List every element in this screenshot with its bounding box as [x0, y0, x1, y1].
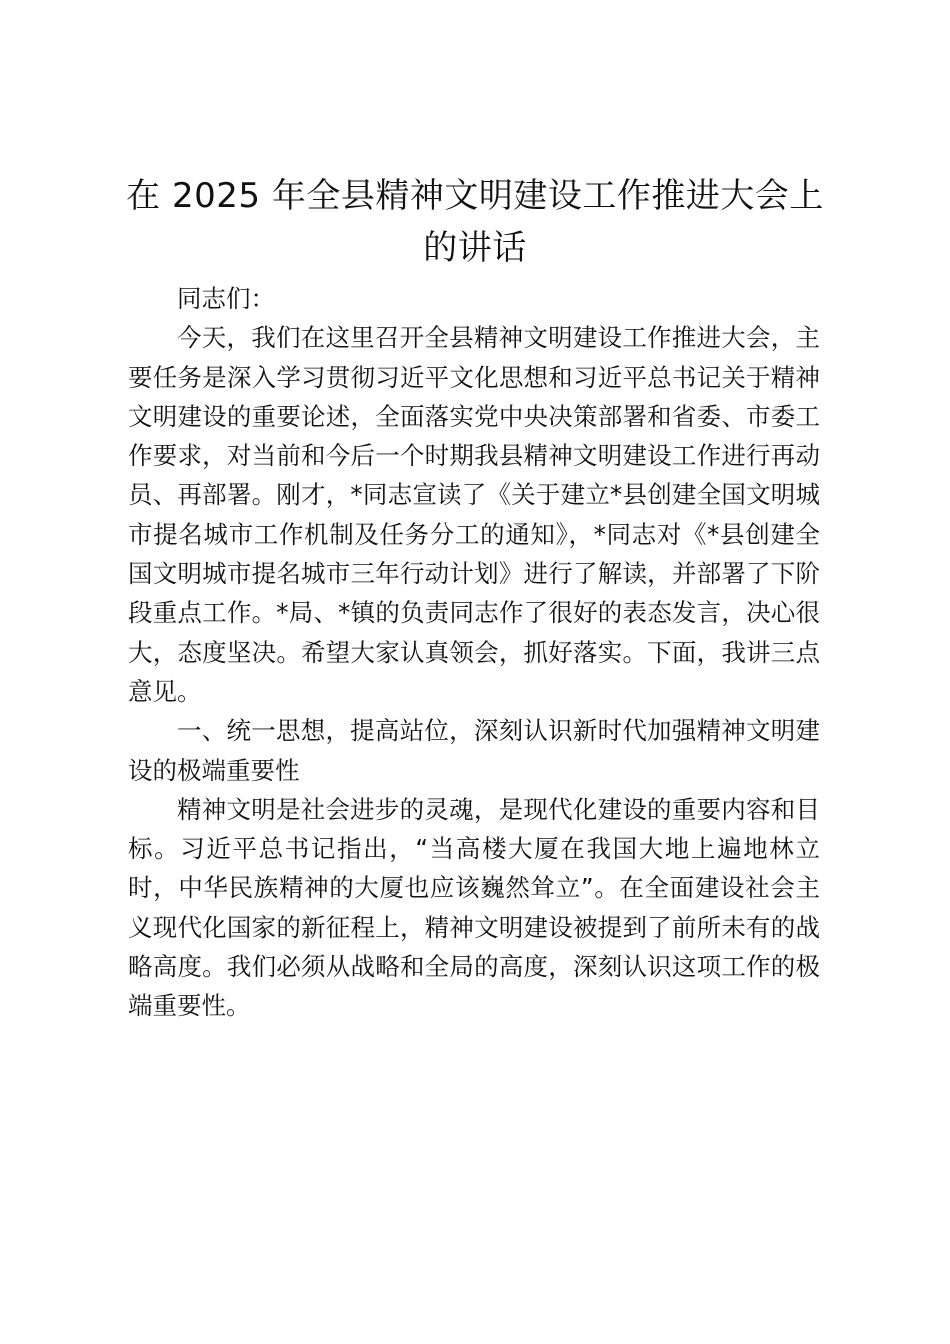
salutation: 同志们： — [177, 284, 275, 313]
section-1-paragraph: 精神文明是社会进步的灵魂，是现代化建设的重要内容和目标。习近平总书记指出，“当高楼大厦在我国大地上遍地林立时，中华民族精神的大厦也应该巍然耸立”。在全面建设社会主义现代化国家的新征程上，精神文明建设被提到了前所未有的战略高度。我们必须从战略和全局的高度，深刻认识这项工作的极端重要性。 — [128, 794, 820, 1021]
document-body — [128, 279, 820, 1026]
opening-paragraph: 今天，我们在这里召开全县精神文明建设工作推进大会，主要任务是深入学习贯彻习近平文化思想和习近平总书记关于精神文明建设的重要论述，全面落实党中央决策部署和省委、市委工作要求，对当前和今后一个时期我县精神文明建设工作进行再动员、再部署。刚才，*同志宣读了《关于建立*县创建全国文明城市提名城市工作机制及任务分工的通知》，*同志对《*县创建全国文明城市提名城市三年行动计划》进行了解读，并部署了下阶段重点工作。*局、*镇的负责同志作了很好的表态发言，决心很大，态度坚决。希望大家认真领会，抓好落实。下面，我讲三点意见。 — [128, 323, 820, 706]
section-heading-1: 一、统一思想，提高站位，深刻认识新时代加强精神文明建设的极端重要性 — [128, 716, 820, 785]
document-title: 在 2025 年全县精神文明建设工作推进大会上的讲话 — [126, 176, 824, 268]
